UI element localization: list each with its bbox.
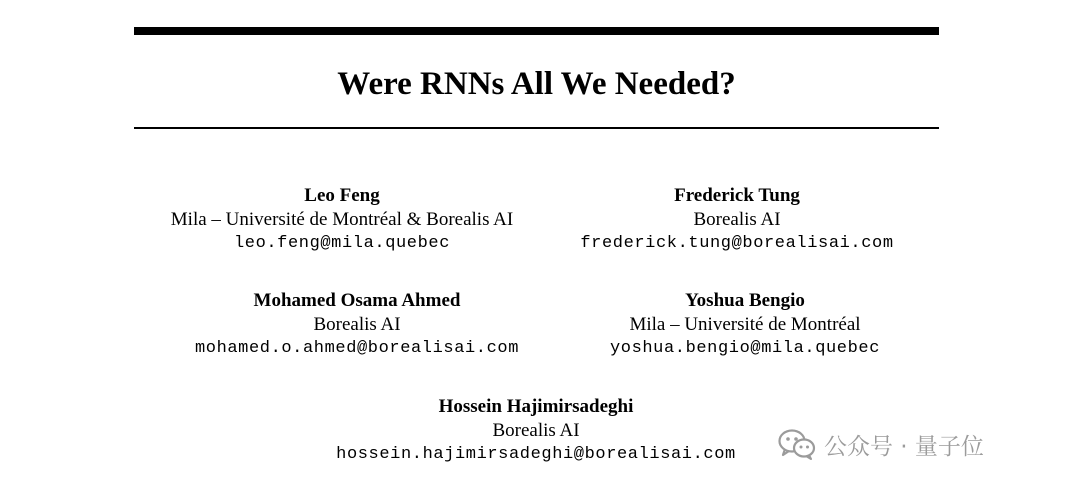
author-block (527, 184, 947, 256)
author-name: Yoshua Bengio (685, 290, 805, 311)
author-name: Frederick Tung (674, 185, 800, 206)
author-email: hossein.hajimirsadeghi@borealisai.com (336, 445, 736, 464)
author-email: frederick.tung@borealisai.com (580, 234, 894, 253)
paper-title: Were RNNs All We Needed? (337, 66, 736, 102)
watermark (778, 424, 984, 464)
title-top-rule (134, 27, 939, 35)
author-email: mohamed.o.ahmed@borealisai.com (194, 339, 520, 358)
author-email: leo.feng@mila.quebec (233, 234, 451, 253)
author-affiliation: Borealis AI (492, 420, 580, 441)
author-block (326, 395, 746, 467)
wechat-icon (778, 428, 816, 460)
author-name: Mohamed Osama Ahmed (253, 290, 461, 311)
watermark-text: 公众号 · 量子位 (824, 433, 984, 460)
author-block (132, 184, 552, 256)
author-affiliation: Mila – Université de Montréal & Borealis AI (170, 209, 514, 230)
author-affiliation: Mila – Université de Montréal (629, 314, 861, 335)
author-block (147, 289, 567, 361)
author-email: yoshua.bengio@mila.quebec (609, 339, 881, 358)
title-bottom-rule (134, 127, 939, 129)
author-affiliation: Borealis AI (693, 209, 781, 230)
author-name: Leo Feng (304, 185, 380, 206)
author-affiliation: Borealis AI (313, 314, 401, 335)
author-name: Hossein Hajimirsadeghi (438, 396, 634, 417)
author-block (535, 289, 955, 361)
